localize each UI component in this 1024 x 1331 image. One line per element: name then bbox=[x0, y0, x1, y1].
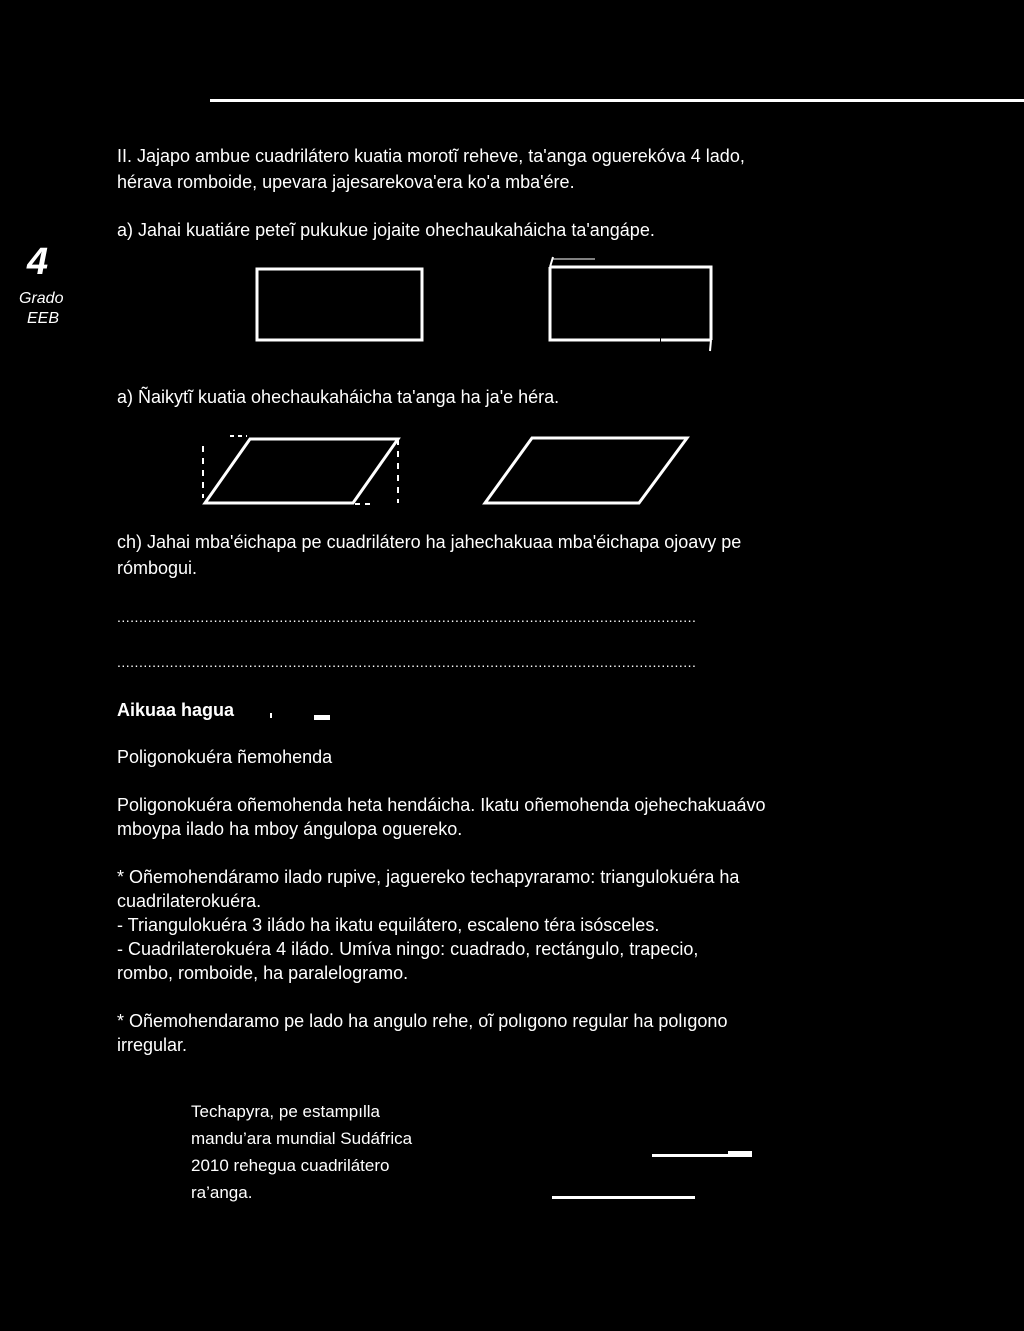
summary-heading: Aikuaa hagua bbox=[117, 700, 235, 720]
summary-p2-line-5: rombo, romboide, ha paralelogramo. bbox=[117, 963, 409, 983]
header-rule bbox=[210, 99, 1024, 102]
caption-line-2: mandu’ara mundial Sudáfrica bbox=[191, 1129, 413, 1148]
item-a-cut: a) Ñaikytĩ kuatia ohechaukaháicha ta'anga ha ja'e héra. bbox=[117, 387, 560, 407]
summary-p1-line-1: Poligonokuéra oñemohenda heta hendáicha. Ikatu oñemohenda ojehechakuaávo bbox=[117, 795, 766, 815]
item-ch-line-1: ch) Jahai mba'éichapa pe cuadrilátero ha jahechakuaa mba'éichapa ojoavy pe bbox=[117, 532, 742, 552]
summary-p1-line-2: mboypa ilado ha mboy ángulopa oguereko. bbox=[117, 819, 463, 839]
summary-p2-line-3: - Triangulokuéra 3 iládo ha ikatu equilátero, escaleno téra isósceles. bbox=[117, 915, 660, 935]
heading-tick bbox=[270, 713, 272, 718]
school-level-label: EEB bbox=[27, 310, 60, 327]
stamp-edge-bottom bbox=[552, 1196, 695, 1199]
parallelogram-figure-1 bbox=[205, 439, 398, 503]
stamp-edge-top-mark bbox=[728, 1151, 752, 1155]
rectangle-figures bbox=[240, 250, 740, 360]
parallelogram-figures bbox=[195, 428, 705, 518]
answer-line-2: .................................................................................................................................... bbox=[117, 654, 697, 670]
caption-line-4: ra’anga. bbox=[191, 1183, 253, 1202]
item-ch-line-2: rómbogui. bbox=[117, 558, 198, 578]
rectangle-figure-1 bbox=[257, 269, 422, 340]
summary-subheading: Poligonokuéra ñemohenda bbox=[117, 747, 333, 767]
summary-p2-line-1: * Oñemohendáramo ilado rupive, jaguereko techapyraramo: triangulokuéra ha bbox=[117, 867, 740, 887]
exercise-intro-line-2: hérava romboide, upevara jajesarekova'era ko'a mba'ére. bbox=[117, 172, 575, 192]
summary-p3-line-2: irregular. bbox=[117, 1035, 188, 1055]
item-a-draw: a) Jahai kuatiáre peteĩ pukukue jojaite ohechaukaháicha ta'angápe. bbox=[117, 220, 655, 240]
summary-p2-line-2: cuadrilaterokuéra. bbox=[117, 891, 262, 911]
rectangle-figure-2 bbox=[550, 267, 711, 340]
exercise-intro-line-1: II. Jajapo ambue cuadrilátero kuatia morotĩ reheve, ta'anga oguerekóva 4 lado, bbox=[117, 146, 745, 166]
answer-line-1: .................................................................................................................................... bbox=[117, 609, 697, 625]
grade-number: 4 bbox=[27, 241, 49, 283]
summary-p3-line-1: * Oñemohendaramo pe lado ha angulo rehe, oĩ polıgono regular ha polıgono bbox=[117, 1011, 728, 1031]
caption-line-3: 2010 rehegua cuadrilátero bbox=[191, 1156, 390, 1175]
caption-line-1: Techapyra, pe estampılla bbox=[191, 1102, 380, 1121]
parallelogram-figure-2 bbox=[485, 438, 687, 503]
summary-p2-line-4: - Cuadrilaterokuéra 4 iládo. Umíva ningo: cuadrado, rectángulo, trapecio, bbox=[117, 939, 699, 959]
grade-label: Grado bbox=[19, 290, 64, 307]
heading-mark bbox=[314, 715, 330, 720]
